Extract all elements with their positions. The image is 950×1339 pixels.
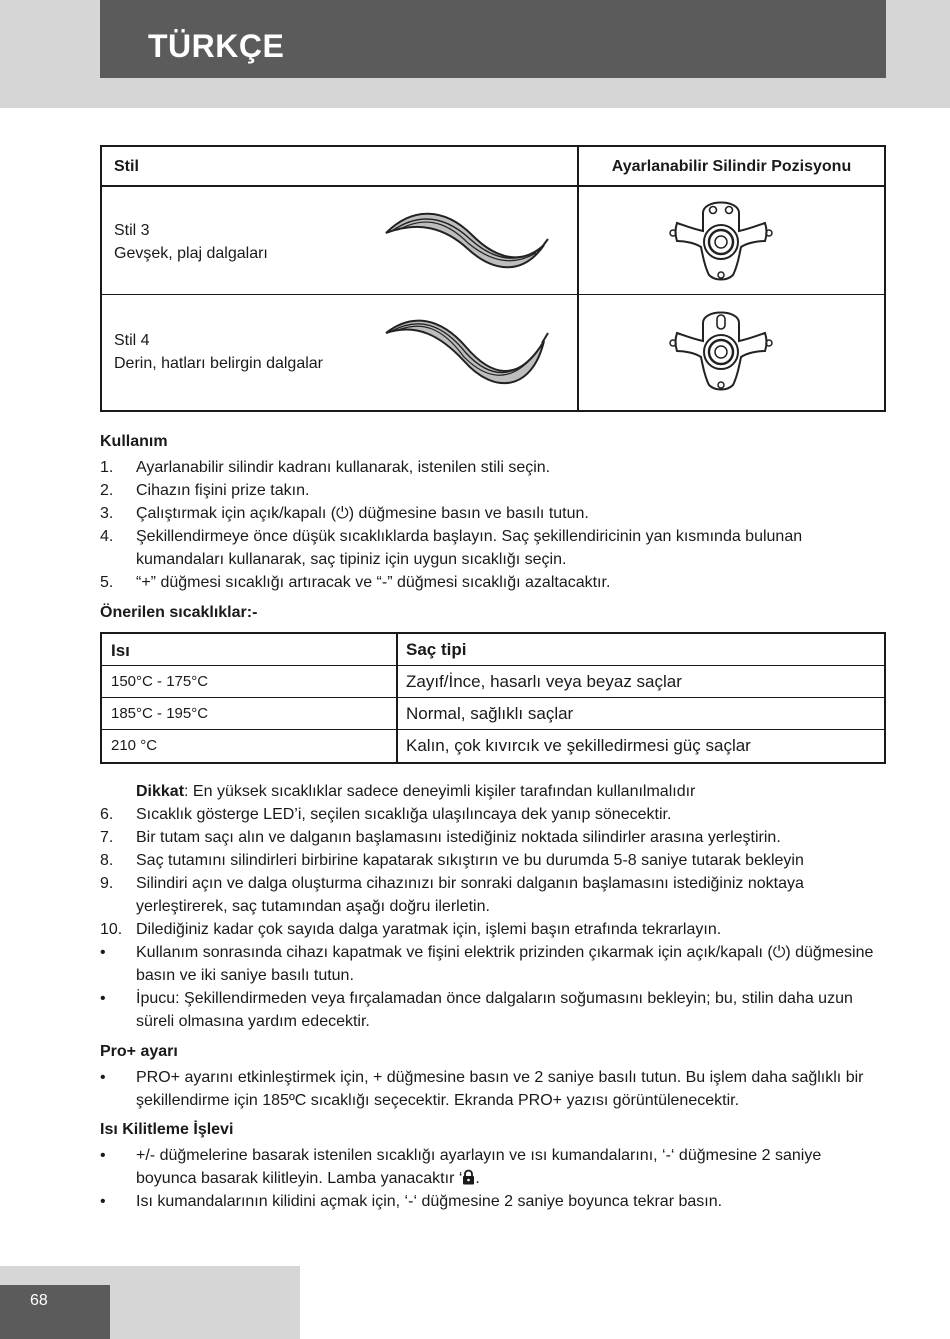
caution-note xyxy=(136,780,695,803)
step-text: Şekillendirmeye önce düşük sıcaklıklarda başlayın. Saç şekillendiricinin yan kısmında bulunan kumandaları kullanarak, saç tipiniz için uygun sıcaklığı seçin. xyxy=(136,528,803,568)
step-number: 3. xyxy=(100,505,114,522)
step-number: 6. xyxy=(100,806,114,823)
bullet-text xyxy=(136,1144,886,1190)
temperature-table xyxy=(100,632,886,764)
step-number: 5. xyxy=(100,574,114,591)
table-header-row xyxy=(102,634,884,666)
language-title: TÜRKÇE xyxy=(148,28,285,64)
lock-text: +/- düğmelerine basarak istenilen sıcaklığı ayarlayın ve ısı kumandalarını, ‘-‘ düğmesine 2 saniye boyunca basarak kilitleyin. Lamba yanacaktır ‘ xyxy=(136,1147,822,1187)
style-name: Stil 4 xyxy=(114,332,150,349)
bullet: • xyxy=(100,944,106,961)
table-row xyxy=(102,187,884,295)
bullet-text: PRO+ ayarını etkinleştirmek için, + düğmesine basın ve 2 saniye basılı tutun. Bu işlem daha sağlıklı bir şekillendirme için 185ºC sıcaklığı seçecektir. Ekranda PRO+ yazısı görüntülenecektir. xyxy=(136,1069,864,1109)
step-text: Bir tutam saçı alın ve dalganın başlamasını istediğiniz noktada silindirler arasına yerleştirin. xyxy=(136,829,781,846)
loose-wave-icon xyxy=(382,205,550,280)
hair-type-cell: Zayıf/İnce, hasarlı veya beyaz saçlar xyxy=(406,672,682,691)
section-title-usage: Kullanım xyxy=(100,433,168,450)
temperature-cell: 210 °C xyxy=(111,737,158,754)
column-header-heat: Isı xyxy=(111,641,130,660)
column-header-hair-type: Saç tipi xyxy=(406,640,467,659)
column-header-style: Stil xyxy=(114,158,139,175)
column-header-barrel-position: Ayarlanabilir Silindir Pozisyonu xyxy=(611,158,852,175)
step-text: Dilediğiniz kadar çok sayıda dalga yaratmak için, işlemi başın etrafında tekrarlayın. xyxy=(136,921,722,938)
step-text: Saç tutamını silindirleri birbirine kapatarak sıkıştırın ve bu durumda 5-8 saniye tutarak bekleyin xyxy=(136,852,804,869)
step-number: 9. xyxy=(100,875,114,892)
table-header-row xyxy=(102,147,884,187)
bullet: • xyxy=(100,1193,106,1210)
barrel-dial-position-icon xyxy=(667,305,775,400)
padlock-icon xyxy=(462,1169,475,1185)
deep-wave-icon xyxy=(382,315,550,390)
step-text: Silindiri açın ve dalga oluşturma cihazınızı bir sonraki dalganın başlamasını istediğiniz noktaya yerleştirerek, saç tutamından aşağı doğru ilerletin. xyxy=(136,875,804,915)
style-description: Gevşek, plaj dalgaları xyxy=(114,245,268,262)
bullet-text: İpucu: Şekillendirmeden veya fırçalamadan önce dalgaların soğumasını bekleyin; bu, stilin daha uzun süreli olmasına yardım edecektir. xyxy=(136,990,853,1030)
step-text: “+” düğmesi sıcaklığı artıracak ve “-” düğmesi sıcaklığı azaltacaktır. xyxy=(136,574,611,591)
step-text: Ayarlanabilir silindir kadranı kullanarak, istenilen stili seçin. xyxy=(136,459,551,476)
style-cell xyxy=(114,219,268,265)
section-title-pro-plus: Pro+ ayarı xyxy=(100,1043,178,1060)
style-description: Derin, hatları belirgin dalgalar xyxy=(114,355,323,372)
step-text: Çalıştırmak için açık/kapalı (⏻) düğmesine basın ve basılı tutun. xyxy=(136,505,589,522)
bullet-text: Kullanım sonrasında cihazı kapatmak ve fişini elektrik prizinden çıkarmak için açık/kapalı (⏻) düğmesine basın ve iki saniye basılı tutun. xyxy=(136,944,874,984)
hair-type-cell: Normal, sağlıklı saçlar xyxy=(406,704,574,723)
bullet: • xyxy=(100,1147,106,1164)
table-row xyxy=(102,698,884,730)
caution-text: : En yüksek sıcaklıklar sadece deneyimli kişiler tarafından kullanılmalıdır xyxy=(184,783,696,800)
barrel-dial-position-icon xyxy=(667,195,775,290)
step-text: Cihazın fişini prize takın. xyxy=(136,482,310,499)
section-title-heat-lock: Isı Kilitleme İşlevi xyxy=(100,1121,234,1138)
caution-label: Dikkat xyxy=(136,783,185,800)
step-text: Sıcaklık gösterge LED’i, seçilen sıcaklığa ulaşılıncaya dek yanıp sönecektir. xyxy=(136,806,672,823)
language-header-bar xyxy=(100,0,886,78)
step-number: 4. xyxy=(100,528,114,545)
bullet: • xyxy=(100,990,106,1007)
hair-type-cell: Kalın, çok kıvırcık ve şekilledirmesi güç saçlar xyxy=(406,736,751,755)
step-number: 1. xyxy=(100,459,114,476)
step-number: 8. xyxy=(100,852,114,869)
table-row xyxy=(102,730,884,762)
style-table xyxy=(100,145,886,412)
step-number: 10. xyxy=(100,921,123,938)
table-row xyxy=(102,666,884,698)
step-number: 7. xyxy=(100,829,114,846)
section-title-temperatures: Önerilen sıcaklıklar:- xyxy=(100,604,258,621)
lock-text-end: . xyxy=(475,1170,480,1187)
page-number: 68 xyxy=(30,1292,48,1309)
bullet-text: Isı kumandalarının kilidini açmak için, ‘-‘ düğmesine 2 saniye boyunca tekrar basın. xyxy=(136,1193,723,1210)
table-row xyxy=(102,295,884,410)
bullet: • xyxy=(100,1069,106,1086)
style-name: Stil 3 xyxy=(114,222,150,239)
step-number: 2. xyxy=(100,482,114,499)
temperature-cell: 150°C - 175°C xyxy=(111,673,209,690)
style-cell xyxy=(114,329,323,375)
page-number-box xyxy=(0,1285,110,1339)
temperature-cell: 185°C - 195°C xyxy=(111,705,209,722)
